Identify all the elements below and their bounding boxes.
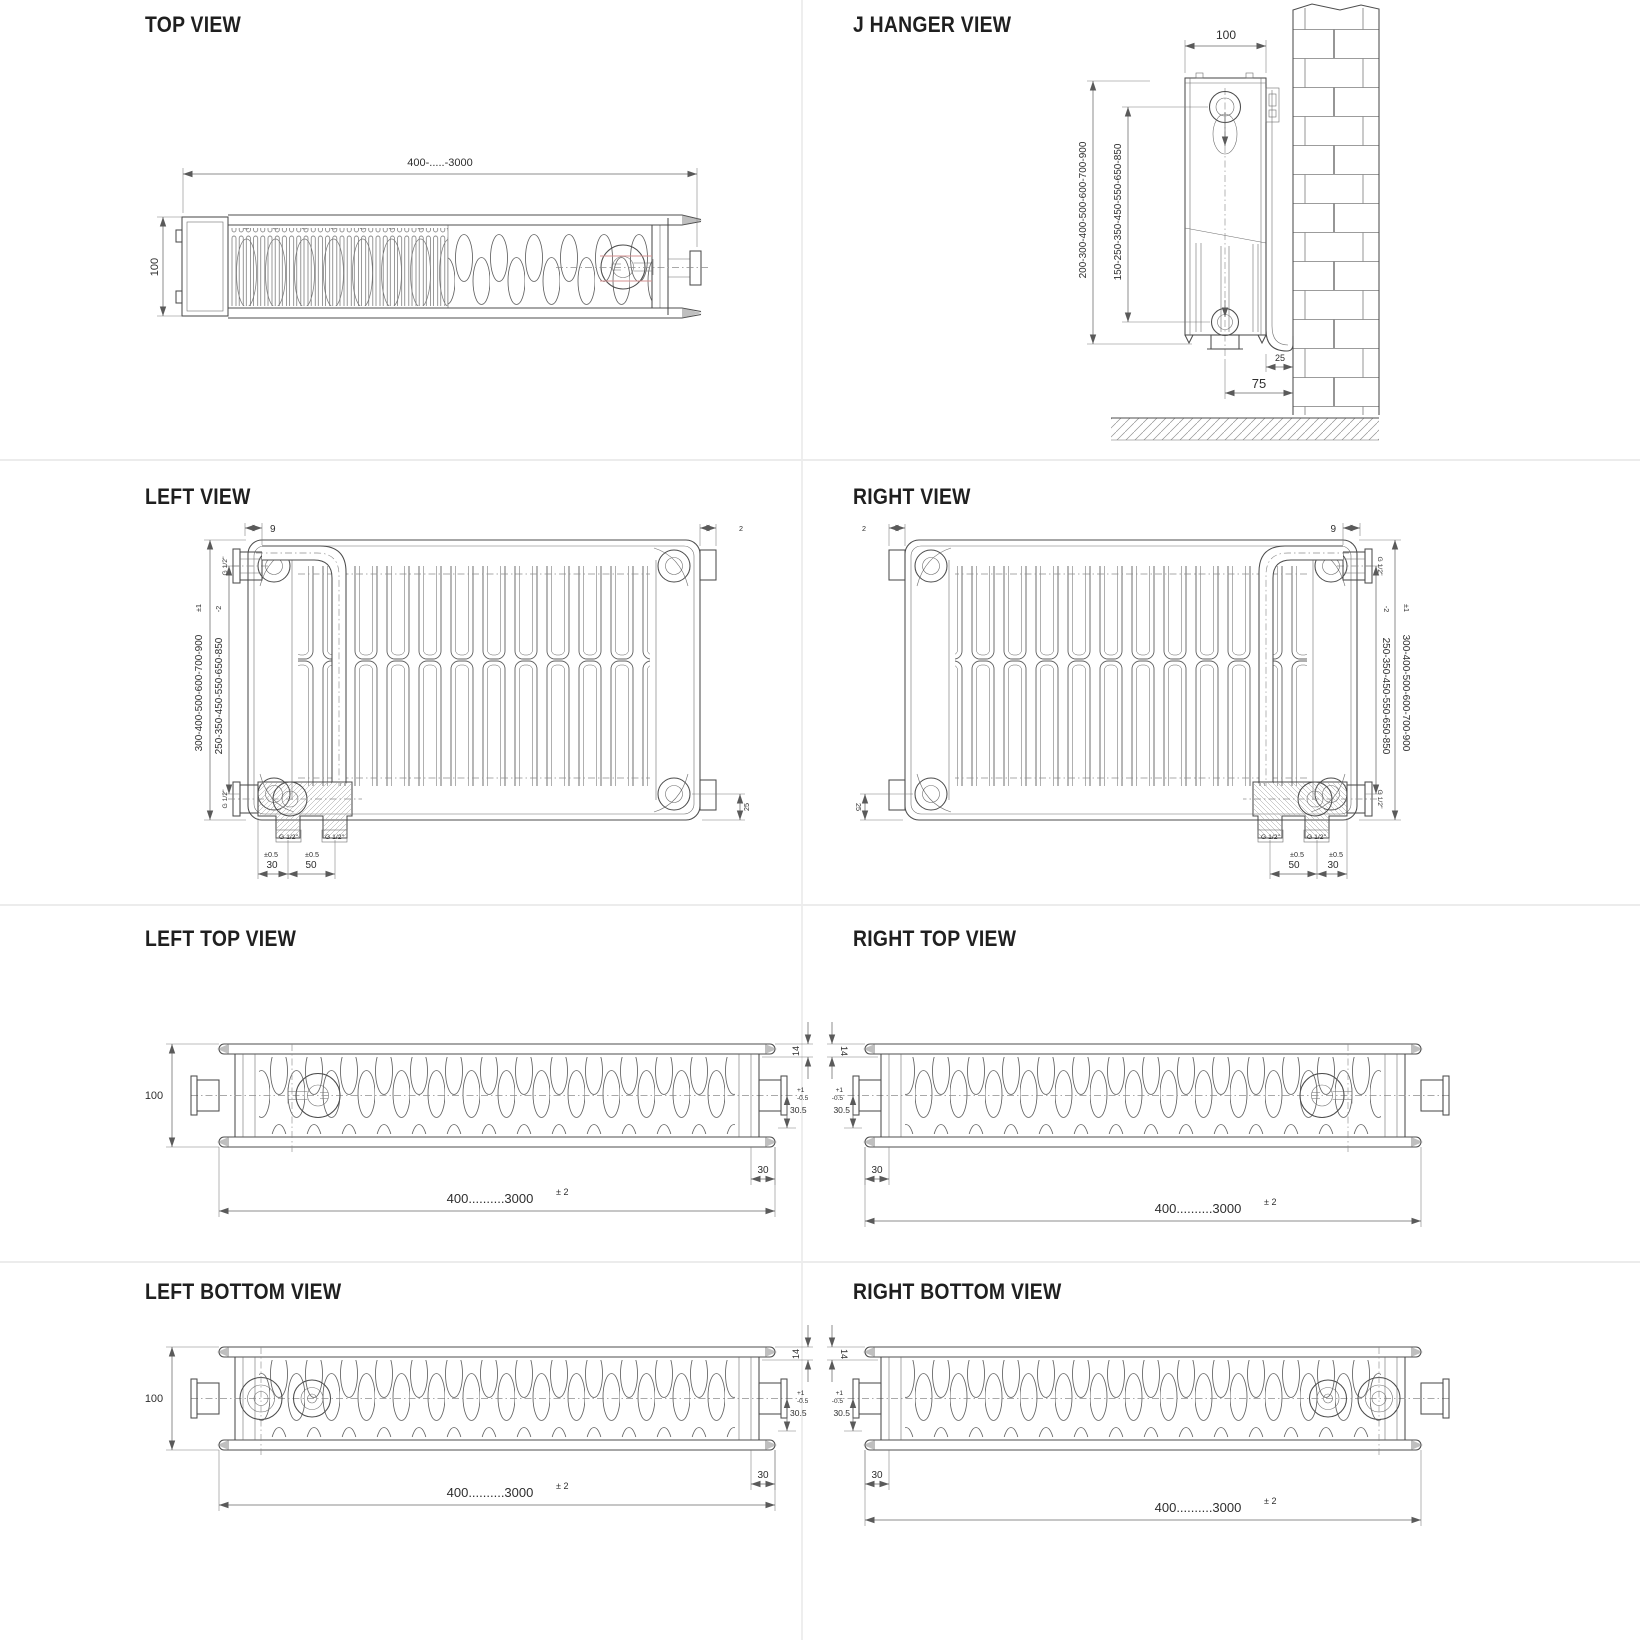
dim-left-top-depth: 100 [144, 1090, 164, 1102]
dim-right-view-b: 50 [1288, 860, 1300, 871]
tol-right-bottom-length: ± 2 [1264, 1496, 1277, 1506]
dim-left-view-corner-offset: 25 [742, 803, 751, 811]
dim-left-view-a: 30 [266, 860, 278, 871]
dim-top-view-depth: 100 [149, 257, 161, 277]
dim-right-top-length: 400..........3000 [1154, 1201, 1242, 1216]
thread-right-view-valve-1: G 1/2" [1306, 834, 1327, 841]
right-bottom-view-drawing [827, 1325, 1449, 1526]
dim-right-view-heights-outer: 300-400-500-600-700-900 [1400, 634, 1411, 752]
dim-right-bottom-length: 400..........3000 [1154, 1500, 1242, 1515]
tol-right-bottom-plus: +1 [835, 1390, 843, 1397]
tol-left-bottom-length: ± 2 [556, 1481, 569, 1491]
tol-right-view-outer: ±1 [1402, 604, 1411, 612]
dim-left-view-b: 50 [305, 860, 317, 871]
dim-top-view-length: 400-.....-3000 [407, 157, 473, 169]
tol-right-view-a: ±0.5 [1329, 850, 1343, 859]
left-view-drawing [194, 523, 751, 879]
panel-title-left-top-view: LEFT TOP VIEW [145, 926, 297, 951]
tol-right-top-minus: -0.5 [831, 1095, 843, 1102]
dim-left-top-center-offset: 30.5 [790, 1105, 807, 1115]
tol-left-view-outer: ±1 [194, 604, 203, 612]
dim-right-top-center-offset: 30.5 [833, 1105, 850, 1115]
dim-jhanger-bottom-offset: 75 [1251, 376, 1267, 391]
tol-right-view-b: ±0.5 [1290, 850, 1304, 859]
dim-right-bottom-center-offset: 30.5 [833, 1408, 850, 1418]
dim-left-bottom-length: 400..........3000 [446, 1485, 534, 1500]
tol-left-bottom-minus: -0.5 [797, 1398, 809, 1405]
left-bottom-view-drawing [145, 1325, 813, 1511]
dim-jhanger-heights-outer: 200-300-400-500-600-700-900 [1078, 141, 1089, 279]
panel-title-j-hanger-view: J HANGER VIEW [853, 12, 1012, 37]
panel-title-right-top-view: RIGHT TOP VIEW [853, 926, 1017, 951]
dim-left-bottom-end-offset: 30 [757, 1470, 769, 1481]
floor-hatch [1111, 418, 1379, 440]
dim-left-view-heights-inner: 250-350-450-550-650-850 [214, 637, 225, 755]
dim-left-bottom-center-offset: 30.5 [790, 1408, 807, 1418]
thread-right-view-valve-2: G 1/2" [1260, 834, 1281, 841]
right-view-drawing [854, 523, 1411, 879]
dim-right-view-corner-offset: 25 [854, 803, 863, 811]
tol-right-top-length: ± 2 [1264, 1197, 1277, 1207]
dim-right-view-a: 30 [1327, 860, 1339, 871]
tol-right-bottom-minus: -0.5 [831, 1398, 843, 1405]
dim-right-view-edge-offset: 2 [862, 524, 866, 533]
top-view-drawing [149, 157, 708, 318]
tol-left-view-b: ±0.5 [305, 850, 319, 859]
thread-left-view-valve-1: G 1/2" [278, 834, 299, 841]
panel-title-right-bottom-view: RIGHT BOTTOM VIEW [853, 1279, 1062, 1304]
thread-left-view-valve-2: G 1/2" [324, 834, 345, 841]
tol-left-view-inner: -2 [214, 605, 223, 613]
j-hanger-view-drawing [1078, 4, 1379, 440]
dim-right-view-top-offset: 9 [1330, 524, 1336, 535]
tol-right-top-plus: +1 [835, 1087, 843, 1094]
right-top-view-drawing [827, 1022, 1449, 1227]
dim-right-view-heights-inner: 250-350-450-550-650-850 [1380, 637, 1391, 755]
tol-left-top-length: ± 2 [556, 1187, 569, 1197]
dim-right-bottom-end-offset: 30 [871, 1470, 883, 1481]
dim-left-bottom-plate-offset: 14 [791, 1348, 801, 1360]
left-top-view-drawing [145, 1022, 813, 1217]
panel-title-top-view: TOP VIEW [145, 12, 242, 37]
panel-title-left-bottom-view: LEFT BOTTOM VIEW [145, 1279, 342, 1304]
tol-right-view-inner: -2 [1382, 605, 1391, 613]
tol-left-bottom-plus: +1 [797, 1390, 805, 1397]
dim-left-top-plate-offset: 14 [791, 1045, 801, 1057]
tol-left-top-plus: +1 [797, 1087, 805, 1094]
dim-jhanger-wall-clearance: 25 [1274, 353, 1286, 363]
dim-left-top-length: 400..........3000 [446, 1191, 534, 1206]
brick-wall [1293, 8, 1379, 415]
dim-left-bottom-depth: 100 [144, 1393, 164, 1405]
dim-right-top-plate-offset: 14 [839, 1045, 849, 1057]
dim-jhanger-heights-inner: 150-250-350-450-550-650-850 [1113, 143, 1124, 281]
thread-left-view-top: G 1/2" [222, 556, 229, 576]
tol-left-view-a: ±0.5 [264, 850, 278, 859]
panel-title-right-view: RIGHT VIEW [853, 484, 971, 509]
dim-left-top-end-offset: 30 [757, 1165, 769, 1176]
thread-left-view-bottom: G 1/2" [222, 789, 229, 809]
tol-left-top-minus: -0.5 [797, 1095, 809, 1102]
dim-left-view-edge-offset: 2 [739, 524, 743, 533]
dim-left-view-top-offset: 9 [270, 524, 276, 535]
dim-left-view-heights-outer: 300-400-500-600-700-900 [194, 634, 205, 752]
dim-right-bottom-plate-offset: 14 [839, 1348, 849, 1360]
panel-title-left-view: LEFT VIEW [145, 484, 251, 509]
dim-right-top-end-offset: 30 [871, 1165, 883, 1176]
thread-right-view-top: G 1/2" [1376, 556, 1383, 576]
thread-right-view-bottom: G 1/2" [1376, 789, 1383, 809]
dim-jhanger-depth: 100 [1215, 28, 1237, 42]
